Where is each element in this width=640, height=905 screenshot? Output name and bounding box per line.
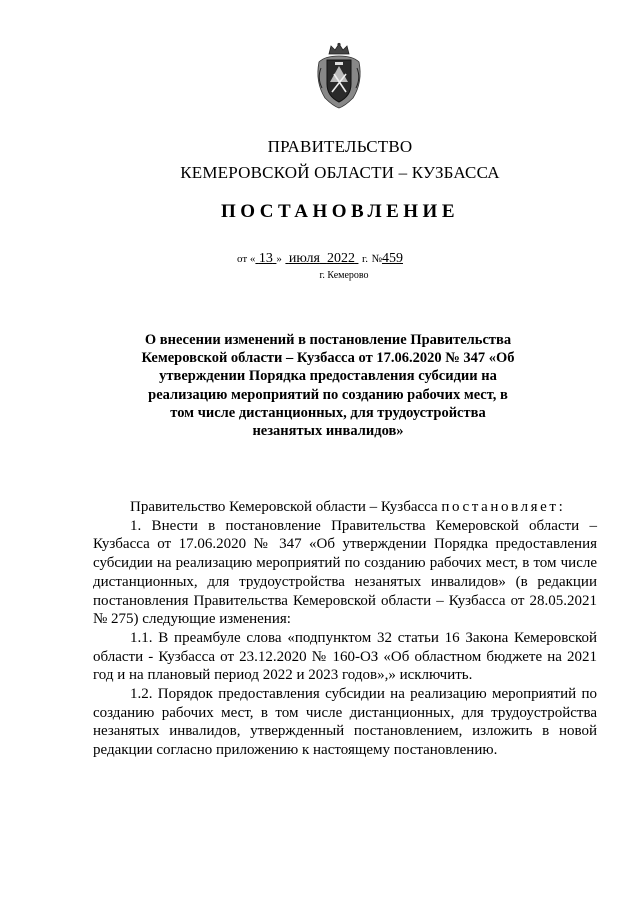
- org-name-line2: КЕМЕРОВСКОЙ ОБЛАСТИ – КУЗБАССА: [180, 163, 500, 182]
- coat-of-arms-emblem: [313, 42, 365, 110]
- city: г. Кемерово: [319, 270, 369, 281]
- paragraph-1-1: 1.1. В преамбуле слова «подпунктом 32 статьи 16 Закона Кемеровской области - Кузбасса от 23.12.2020 № 160-ОЗ «Об областном бюджете на 2021 год и на плановый период 2022 и 2023 годов»,» исключить.: [93, 629, 597, 684]
- document-number: 459: [381, 251, 403, 266]
- date-line: [0, 251, 640, 267]
- date-day: 13: [258, 251, 273, 266]
- intro-paragraph: [93, 498, 597, 517]
- document-body: [93, 498, 597, 760]
- org-name-line1: ПРАВИТЕЛЬСТВО: [267, 137, 413, 156]
- date-prefix: от «: [237, 253, 256, 265]
- paragraph-1-2: 1.2. Порядок предоставления субсидии на реализацию мероприятий по созданию рабочих мест, в том числе дистанционных, для трудоустройства незанятых инвалидов, утвержденный постановлением, изложить в новой редакции согласно приложению к настоящему постановлению.: [93, 686, 597, 759]
- date-year-suffix: г.: [361, 253, 368, 265]
- document-type: ПОСТАНОВЛЕНИЕ: [220, 201, 460, 222]
- number-label: №: [371, 253, 382, 265]
- document-title: О внесении изменений в постановление Правительства Кемеровской области – Кузбасса от 17.06.2020 № 347 «Об утверждении Порядка предоставления субсидии на реализацию мероприятий по созданию рабочих мест, в том числе дистанционных, для трудоустройства незанятых инвалидов»: [141, 332, 515, 440]
- paragraph-1: 1. Внести в постановление Правительства Кемеровской области – Кузбасса от 17.06.2020 № 347 «Об утверждении Порядка предоставления субсидии на реализацию мероприятий по созданию рабочих мест, в том числе дистанционных, для трудоустройства незанятых инвалидов» (в редакции постановления Правительства Кемеровской области – Кузбасса от 28.05.2021 № 275) следующие изменения:: [93, 517, 597, 628]
- intro-text: Правительство Кемеровской области – Кузбасса: [130, 499, 438, 515]
- intro-decree-word: постановляет:: [441, 499, 566, 515]
- date-quote-close: »: [276, 253, 282, 265]
- date-month-year: июля 2022: [288, 251, 355, 266]
